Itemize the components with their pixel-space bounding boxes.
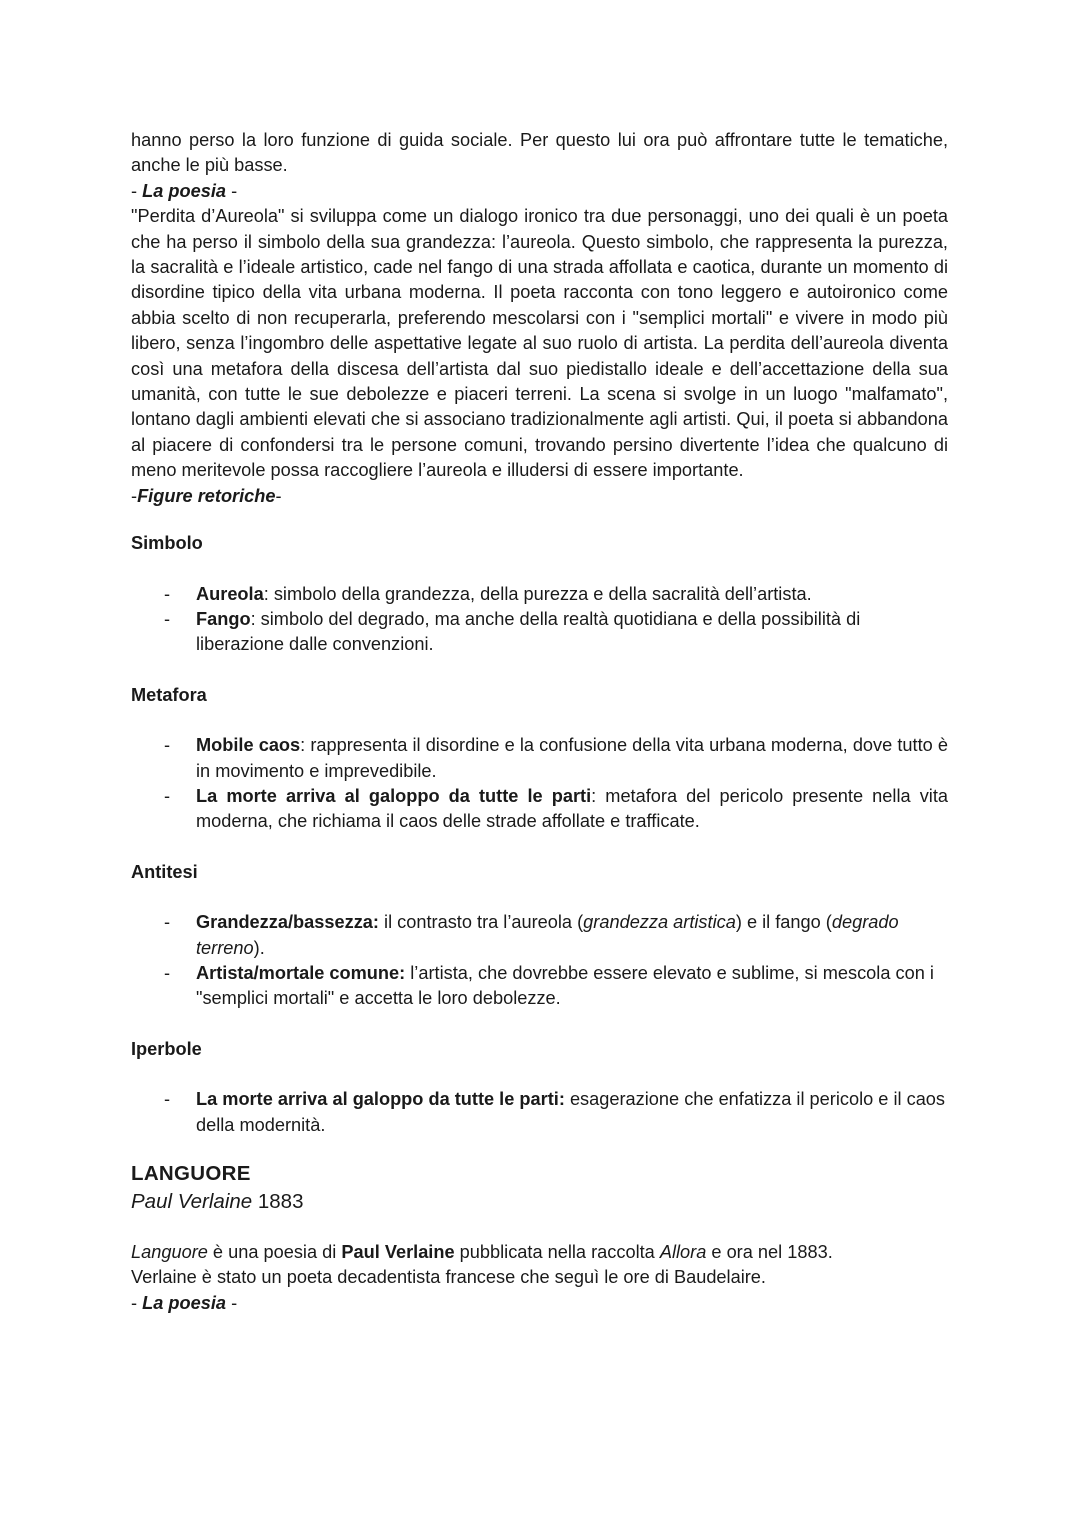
- text: e ora nel 1883.: [706, 1242, 833, 1262]
- figure-title-simbolo: Simbolo: [131, 533, 203, 554]
- definition-part: il contrasto tra l’aureola (: [378, 912, 584, 933]
- document-page: [131, 128, 948, 1316]
- heading-label: La poesia: [142, 1292, 227, 1313]
- heading-suffix: -: [226, 1292, 238, 1313]
- title-italic: Languore: [131, 1242, 208, 1262]
- separator: :: [591, 785, 606, 806]
- section-heading-la-poesia: [131, 179, 948, 204]
- term: Grandezza/bassezza:: [196, 912, 379, 933]
- year: 1883: [252, 1190, 304, 1213]
- author-bold: Paul Verlaine: [341, 1242, 455, 1262]
- figure-title-iperbole: Iperbole: [131, 1038, 202, 1059]
- heading-prefix: -: [131, 180, 143, 201]
- simbolo-list: [131, 582, 948, 658]
- definition-part: ) e il fango (: [735, 912, 832, 933]
- languore-line2: Verlaine è stato un poeta decadentista francese che seguì le ore di Baudelaire.: [131, 1267, 766, 1288]
- separator: :: [300, 735, 311, 756]
- intro-paragraph: hanno perso la loro funzione di guida sociale. Per questo lui ora può affrontare tutte le tematiche, anche le più basse.: [131, 130, 948, 176]
- dash-bullet: -: [164, 962, 171, 983]
- definition-italic: degrado terreno: [196, 912, 899, 958]
- dash-bullet: -: [164, 785, 171, 806]
- text: è una poesia di: [207, 1242, 342, 1262]
- list-item: [131, 582, 948, 607]
- dash-bullet: -: [164, 1089, 171, 1110]
- heading-prefix: -: [131, 485, 138, 506]
- figure-title-metafora: Metafora: [131, 684, 207, 705]
- definition-part: ).: [253, 937, 265, 958]
- dash-bullet: -: [164, 608, 171, 629]
- poesia-paragraph: "Perdita d’Aureola" si sviluppa come un dialogo ironico tra due personaggi, uno dei quali è un poeta che ha perso il simbolo della sua grandezza: l’aureola. Questo simbolo, che rappresenta la purezza, la sacralità e l’ideale artistico, cade nel fango di una strada affollata e caotica, durante un momento di disordine tipico della vita urbana moderna. Il poeta racconta con tono leggero e autoironico come abbia scelto di non recuperarla, preferendo mescolarsi con i "semplici mortali" e vivere in modo più libero, senza l’ingombro delle aspettative legate al suo ruolo di artista. La perdita dell’aureola diventa così una metafora della discesa dell’artista dal suo piedistallo ideale e dell’accettazione della sua umanità, con tutte le sue debolezze e piaceri terreni. La scena si svolge in un luogo "malfamato", lontano dagli ambienti elevati che si associano tradizionalmente agli artisti. Qui, il poeta si abbandona al piacere di confondersi tra le persone comuni, trovando persino divertente l’idea che qualcuno di meno meritevole possa raccogliere l’aureola e illudersi di essere importante.: [131, 206, 948, 481]
- definition-italic: grandezza artistica: [583, 912, 736, 933]
- languore-description: [131, 1240, 948, 1265]
- term: Aureola: [196, 583, 264, 604]
- list-item: [131, 784, 948, 835]
- separator: :: [250, 608, 261, 629]
- term: Mobile caos: [196, 735, 301, 756]
- heading-label: Figure retoriche: [137, 485, 276, 506]
- definition: metafora del pericolo presente nella vita moderna, che richiama il caos delle strade affollate e trafficate.: [196, 785, 949, 832]
- definition: l’artista, che dovrebbe essere elevato e sublime, si mescola con i "semplici mortali" e accetta le loro debolezze.: [196, 962, 934, 1009]
- antitesi-list: [131, 910, 948, 1012]
- heading-prefix: -: [131, 1292, 143, 1313]
- list-item: [131, 961, 948, 1012]
- definition: esagerazione che enfatizza il pericolo e il caos della modernità.: [196, 1089, 946, 1135]
- collection-italic: Allora: [659, 1242, 707, 1262]
- section-heading-la-poesia-2: [131, 1291, 948, 1316]
- metafora-list: [131, 733, 948, 835]
- figure-title-antitesi: Antitesi: [131, 861, 198, 882]
- definition: simbolo del degrado, ma anche della realtà quotidiana e della possibilità di liberazione dalle convenzioni.: [196, 608, 861, 655]
- term: La morte arriva al galoppo da tutte le parti:: [196, 1089, 565, 1110]
- dash-bullet: -: [164, 735, 171, 756]
- heading-label: La poesia: [142, 180, 227, 201]
- definition: simbolo della grandezza, della purezza e della sacralità dell’artista.: [273, 583, 812, 604]
- poem-author-line: [131, 1188, 948, 1216]
- dash-bullet: -: [164, 912, 171, 933]
- definition: rappresenta il disordine e la confusione della vita urbana moderna, dove tutto è in movimento e imprevedibile.: [196, 735, 948, 781]
- text: pubblicata nella raccolta: [454, 1242, 660, 1262]
- term: Fango: [196, 608, 251, 629]
- heading-suffix: -: [275, 485, 282, 506]
- heading-suffix: -: [226, 180, 238, 201]
- iperbole-list: [131, 1087, 948, 1138]
- term: Artista/mortale comune:: [196, 962, 406, 983]
- list-item: [131, 1087, 948, 1138]
- poem-title: LANGUORE: [131, 1162, 251, 1185]
- list-item: [131, 910, 948, 961]
- author: Paul Verlaine: [131, 1190, 253, 1213]
- list-item: [131, 607, 948, 658]
- dash-bullet: -: [164, 583, 171, 604]
- separator: :: [263, 583, 274, 604]
- section-heading-figure-retoriche: [131, 484, 948, 509]
- list-item: [131, 733, 948, 784]
- term: La morte arriva al galoppo da tutte le parti: [196, 785, 592, 806]
